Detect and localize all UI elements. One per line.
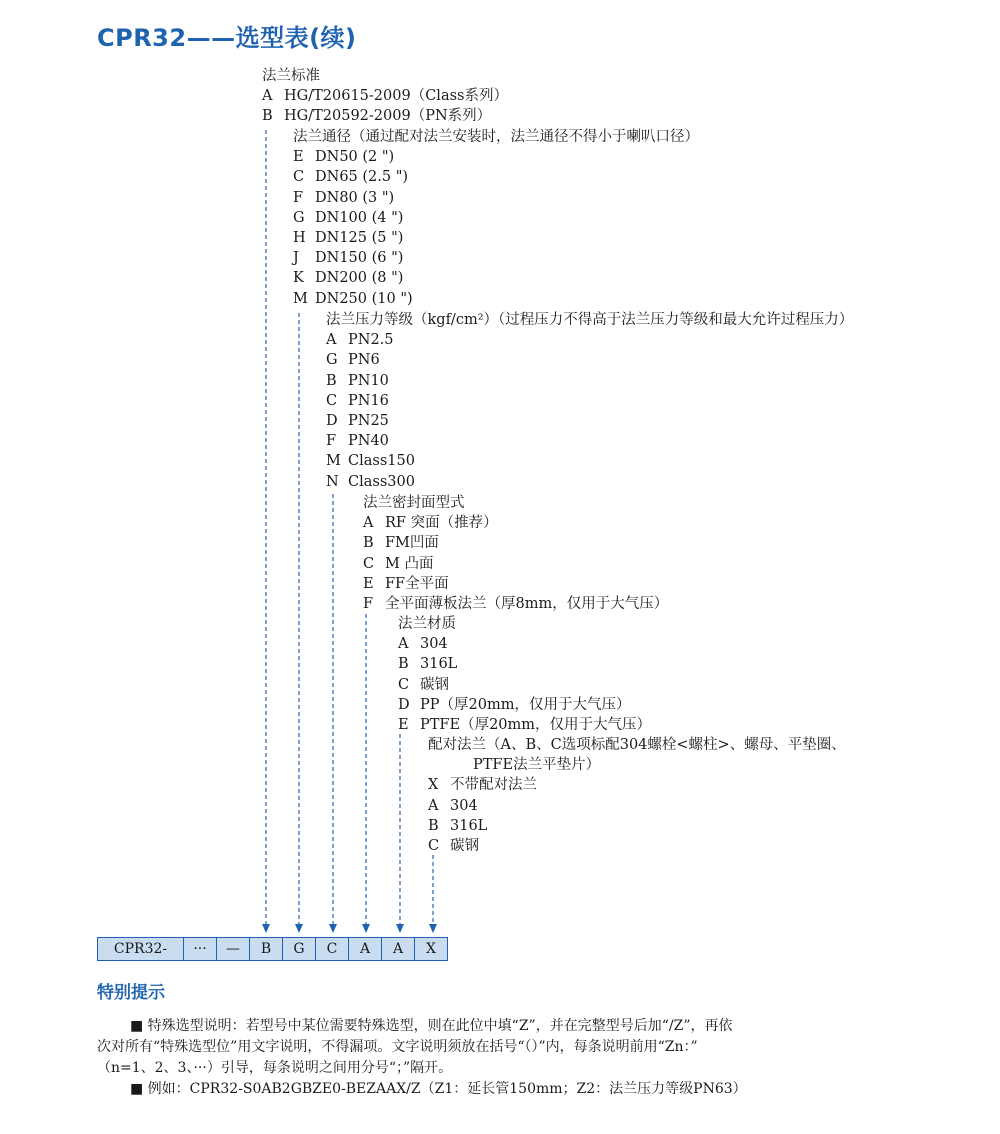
section-heading: 法兰压力等级（kgf/cm²）（过程压力不得高于法兰压力等级和最大允许过程压力） <box>326 312 854 328</box>
option-code: F <box>293 189 304 206</box>
section-heading: 法兰标准 <box>262 68 320 84</box>
option-text: 304 <box>450 797 478 814</box>
model-code-cell: A <box>381 938 414 960</box>
model-code-cell: C <box>315 938 348 960</box>
model-code-cell: A <box>348 938 381 960</box>
option-code: M <box>293 290 308 307</box>
option-row <box>293 208 403 228</box>
option-row <box>398 715 651 735</box>
option-text: DN250 (10 ") <box>315 290 413 307</box>
option-row <box>428 836 479 856</box>
section-heading-line <box>293 127 699 147</box>
option-code: F <box>326 433 337 450</box>
option-code: F <box>363 596 374 612</box>
option-row <box>428 796 478 816</box>
option-row <box>293 268 403 288</box>
option-row <box>326 431 389 451</box>
option-row <box>428 775 537 795</box>
model-code-bar <box>97 937 448 961</box>
option-text: DN200 (8 ") <box>315 270 404 287</box>
option-code: G <box>293 209 305 226</box>
option-row <box>398 695 630 715</box>
option-row <box>293 248 403 268</box>
option-code: G <box>326 352 338 369</box>
option-row <box>363 574 449 594</box>
option-text: FM凹面 <box>385 535 439 552</box>
option-row <box>363 533 439 553</box>
special-tips-title: 特别提示 <box>97 983 165 1003</box>
option-code: D <box>398 696 410 713</box>
option-code: C <box>428 838 440 854</box>
option-text: 碳钢 <box>450 838 479 854</box>
option-code: A <box>326 332 337 349</box>
tip-line: （n=1、2、3、···）引导，每条说明之间用分号“；”隔开。 <box>97 1060 453 1076</box>
option-text: DN65 (2.5 ") <box>315 169 409 186</box>
option-code: B <box>398 656 409 673</box>
option-row <box>293 289 413 309</box>
option-code: N <box>326 473 339 490</box>
option-text: 316L <box>420 656 458 673</box>
option-text: FF全平面 <box>385 575 449 592</box>
option-code: K <box>293 270 304 287</box>
option-code: J <box>293 250 299 267</box>
option-text: DN100 (4 ") <box>315 209 404 226</box>
option-text: PN40 <box>348 433 389 450</box>
option-code: B <box>363 535 374 552</box>
option-text: HG/T20592-2009（PN系列） <box>284 108 492 125</box>
option-code: B <box>428 817 439 834</box>
connector-arrowhead <box>329 924 337 933</box>
option-row <box>326 411 389 431</box>
option-code: E <box>398 717 409 733</box>
option-text: 316L <box>450 817 488 834</box>
option-text: M 凸面 <box>385 555 434 572</box>
option-text: PN10 <box>348 372 389 389</box>
option-text: DN50 (2 ") <box>315 149 395 166</box>
section-heading-line <box>473 755 600 775</box>
model-code-cell: — <box>216 938 249 960</box>
option-row <box>293 188 394 208</box>
option-row <box>293 147 394 167</box>
option-code: A <box>428 797 439 814</box>
option-row <box>363 594 668 614</box>
section-heading-line <box>428 735 846 755</box>
option-code: B <box>326 372 337 389</box>
section-heading-line <box>326 310 853 330</box>
option-text: Class150 <box>348 453 415 470</box>
option-code: E <box>363 575 374 592</box>
page-title: CPR32——选型表(续) <box>97 24 357 52</box>
option-code: C <box>363 555 375 572</box>
model-code-cell: B <box>249 938 282 960</box>
option-row <box>326 391 389 411</box>
section-heading-cont: PTFE法兰平垫片） <box>473 757 601 774</box>
option-code: H <box>293 230 306 246</box>
connector-arrowhead <box>396 924 404 933</box>
option-code: A <box>398 636 409 653</box>
option-row <box>398 654 457 674</box>
option-code: E <box>293 149 304 166</box>
option-row <box>428 816 487 836</box>
option-row <box>326 451 415 471</box>
option-code: C <box>398 676 410 693</box>
option-row <box>293 228 403 248</box>
option-text: 全平面薄板法兰（厚8mm，仅用于大气压） <box>385 596 669 612</box>
option-row <box>326 330 394 350</box>
section-heading-line <box>398 614 456 634</box>
option-row <box>326 472 415 492</box>
option-code: A <box>363 515 374 532</box>
option-code: X <box>428 777 439 794</box>
option-code: D <box>326 413 338 429</box>
option-text: PN25 <box>348 413 389 429</box>
option-text: Class300 <box>348 473 415 490</box>
option-row <box>398 634 448 654</box>
option-row <box>262 86 508 106</box>
option-text: 304 <box>420 636 448 653</box>
option-text: RF 突面（推荐） <box>385 515 498 532</box>
connector-arrowhead <box>262 924 270 933</box>
model-code-cell: ··· <box>183 938 216 960</box>
section-heading: 法兰材质 <box>398 616 456 632</box>
section-heading: 法兰密封面型式 <box>363 495 465 511</box>
option-text: PTFE（厚20mm，仅用于大气压） <box>420 717 652 733</box>
option-text: 碳钢 <box>420 676 449 693</box>
option-code: C <box>326 392 338 409</box>
option-code: M <box>326 453 341 470</box>
model-code-cell: X <box>414 938 447 960</box>
section-heading-line <box>363 493 465 513</box>
option-code: B <box>262 108 273 125</box>
model-code-cell: G <box>282 938 315 960</box>
option-text: 不带配对法兰 <box>450 777 537 794</box>
option-text: PN16 <box>348 392 389 409</box>
option-text: PN6 <box>348 352 380 369</box>
option-row <box>326 371 389 391</box>
option-text: PP（厚20mm，仅用于大气压） <box>420 696 631 713</box>
connector-arrowhead <box>429 924 437 933</box>
connector-arrowhead <box>362 924 370 933</box>
option-row <box>398 675 449 695</box>
tip-line: ■ 例如：CPR32-S0AB2GBZE0-BEZAAX/Z（Z1：延长管150mm；Z2：法兰压力等级PN63） <box>130 1081 747 1097</box>
option-text: DN150 (6 ") <box>315 250 404 267</box>
section-heading-line <box>262 66 320 86</box>
option-row <box>363 513 498 533</box>
option-code: C <box>293 169 305 186</box>
section-heading: 法兰通径（通过配对法兰安装时，法兰通径不得小于喇叭口径） <box>293 129 699 145</box>
option-text: DN80 (3 ") <box>315 189 395 206</box>
option-row <box>293 167 408 187</box>
connector-arrowhead <box>295 924 303 933</box>
option-text: PN2.5 <box>348 332 394 349</box>
option-row <box>363 554 433 574</box>
option-row <box>262 106 491 126</box>
option-text: HG/T20615-2009（Class系列） <box>284 88 508 105</box>
model-code-cell: CPR32- <box>113 941 168 957</box>
option-row <box>326 350 380 370</box>
section-heading: 配对法兰（A、B、C选项标配304螺栓<螺柱>、螺母、平垫圈、 <box>428 737 846 753</box>
tip-line: 次对所有“特殊选型位”用文字说明，不得漏项。文字说明须放在括号“（）”内，每条说明前用“Zn：” <box>97 1039 698 1055</box>
option-code: A <box>262 88 273 105</box>
option-text: DN125 (5 ") <box>315 230 404 246</box>
tip-line: ■ 特殊选型说明：若型号中某位需要特殊选型，则在此位中填“Z”，并在完整型号后加“/Z”，再依 <box>130 1018 733 1034</box>
